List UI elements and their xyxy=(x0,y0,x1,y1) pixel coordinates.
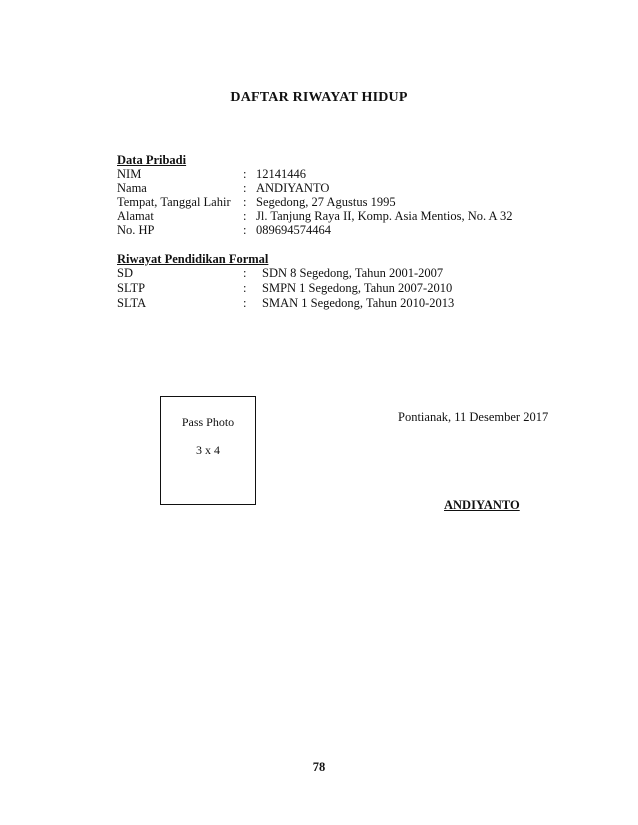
field-colon: : xyxy=(243,167,247,181)
field-colon: : xyxy=(243,223,247,237)
field-value: 089694574464 xyxy=(256,223,331,237)
pass-photo-label: Pass Photo xyxy=(181,415,235,429)
field-value: SMAN 1 Segedong, Tahun 2010-2013 xyxy=(262,296,455,310)
field-colon: : xyxy=(243,209,247,223)
field-colon: : xyxy=(243,195,247,209)
page-number: 78 xyxy=(312,760,326,774)
field-value: SDN 8 Segedong, Tahun 2001-2007 xyxy=(262,266,444,280)
field-colon: : xyxy=(243,266,247,280)
field-label: Nama xyxy=(117,181,147,195)
signature-name: ANDIYANTO xyxy=(444,498,520,512)
field-label: SLTA xyxy=(117,296,147,310)
field-label: NIM xyxy=(117,167,142,181)
field-label: SLTP xyxy=(117,281,146,295)
field-label: Alamat xyxy=(117,209,154,223)
field-colon: : xyxy=(243,281,247,295)
pass-photo-size: 3 x 4 xyxy=(196,443,220,457)
field-label: SD xyxy=(117,266,133,280)
field-colon: : xyxy=(243,296,247,310)
field-colon: : xyxy=(243,181,247,195)
field-value: Segedong, 27 Agustus 1995 xyxy=(256,195,396,209)
place-date: Pontianak, 11 Desember 2017 xyxy=(398,410,549,424)
section-heading-education: Riwayat Pendidikan Formal xyxy=(117,252,269,266)
pass-photo-placeholder xyxy=(160,396,256,505)
field-label: No. HP xyxy=(117,223,155,237)
field-value: Jl. Tanjung Raya II, Komp. Asia Mentios, No. A 32 xyxy=(256,209,513,223)
field-value: ANDIYANTO xyxy=(256,181,330,195)
section-heading-personal: Data Pribadi xyxy=(117,153,187,167)
field-value: 12141446 xyxy=(256,167,306,181)
field-value: SMPN 1 Segedong, Tahun 2007-2010 xyxy=(262,281,453,295)
document-title: DAFTAR RIWAYAT HIDUP xyxy=(230,90,408,105)
field-label: Tempat, Tanggal Lahir xyxy=(117,195,231,209)
